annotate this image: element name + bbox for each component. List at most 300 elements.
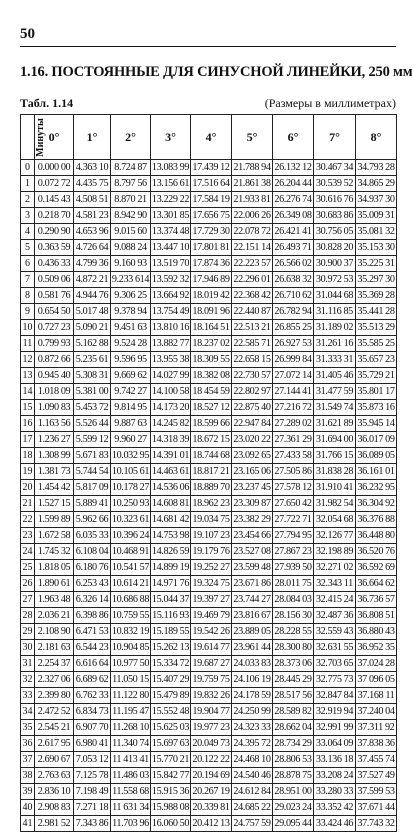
value-cell: 6.980 41	[74, 736, 111, 752]
value-cell: 15.044 37	[151, 592, 191, 608]
value-cell: 37.838 36	[356, 736, 397, 752]
value-cell: 21.861 38	[232, 176, 273, 192]
page-number: 50	[20, 26, 35, 42]
value-cell: 22.947 84	[232, 416, 273, 432]
value-cell: 14.826 59	[151, 544, 191, 560]
value-cell: 32.054 68	[314, 512, 356, 528]
table-row	[21, 256, 397, 272]
value-cell: 31.838 28	[314, 464, 356, 480]
value-cell: 37.311 92	[356, 720, 397, 736]
value-cell: 23.961 44	[232, 640, 273, 656]
value-cell: 32.847 84	[314, 688, 356, 704]
value-cell: 24.323 33	[232, 720, 273, 736]
value-cell: 4.653 96	[74, 224, 111, 240]
table-row	[21, 272, 397, 288]
value-cell: 23.599 48	[232, 560, 273, 576]
value-cell: 30.539 52	[314, 176, 356, 192]
value-cell: 36.017 09	[356, 432, 397, 448]
minutes-cell: 10	[21, 320, 35, 336]
value-cell: 1.745 32	[35, 544, 74, 560]
minutes-cell: 18	[21, 448, 35, 464]
value-cell: 5.381 00	[74, 384, 111, 400]
minutes-cell: 27	[21, 592, 35, 608]
value-cell: 5.235 61	[74, 352, 111, 368]
value-cell: 6.035 33	[74, 528, 111, 544]
value-cell: 32.415 24	[314, 592, 356, 608]
value-cell: 18.091 96	[191, 304, 232, 320]
value-cell: 0.509 06	[35, 272, 74, 288]
value-cell: 5.090 21	[74, 320, 111, 336]
value-cell: 6.834 73	[74, 704, 111, 720]
value-cell: 15.552 48	[151, 704, 191, 720]
value-cell: 9.887 63	[111, 416, 151, 432]
value-cell: 22.006 26	[232, 208, 273, 224]
value-cell: 24.178 59	[232, 688, 273, 704]
value-cell: 7.343 86	[74, 816, 111, 832]
value-cell: 0.218 70	[35, 208, 74, 224]
value-cell: 18.382 08	[191, 368, 232, 384]
value-cell: 13.519 70	[151, 256, 191, 272]
value-cell: 23.382 29	[232, 512, 273, 528]
value-cell: 2.327 06	[35, 672, 74, 688]
value-cell: 10.686 88	[111, 592, 151, 608]
value-cell: 30.828 20	[314, 240, 356, 256]
value-cell: 11.195 47	[111, 704, 151, 720]
value-cell: 4.872 21	[74, 272, 111, 288]
value-cell: 26.204 44	[273, 176, 314, 192]
value-cell: 26.855 25	[273, 320, 314, 336]
value-cell: 19.252 27	[191, 560, 232, 576]
value-cell: 0.799 93	[35, 336, 74, 352]
value-cell: 11 413 41	[111, 752, 151, 768]
value-cell: 0.000 00	[35, 160, 74, 176]
column-header-minutes	[21, 115, 46, 160]
value-cell: 20.122 22	[191, 752, 232, 768]
table-row	[21, 512, 397, 528]
minutes-cell: 41	[21, 816, 35, 832]
value-cell: 28.300 80	[273, 640, 314, 656]
value-cell: 36.952 35	[356, 640, 397, 656]
value-cell: 11.122 80	[111, 688, 151, 704]
value-cell: 33.064 09	[314, 736, 356, 752]
value-cell: 13.592 32	[151, 272, 191, 288]
value-cell: 13.664 92	[151, 288, 191, 304]
table-row	[21, 192, 397, 208]
value-cell: 1.090 83	[35, 400, 74, 416]
value-cell: 2.763 63	[35, 768, 74, 784]
value-cell: 17.516 64	[191, 176, 232, 192]
value-cell: 22.513 21	[232, 320, 273, 336]
value-cell: 15.842 77	[151, 768, 191, 784]
value-cell: 18.527 12	[191, 400, 232, 416]
value-cell: 6.616 64	[74, 656, 111, 672]
value-cell: 2.181 63	[35, 640, 74, 656]
value-cell: 13.374 48	[151, 224, 191, 240]
value-cell: 22.802 97	[232, 384, 273, 400]
value-cell: 10.250 93	[111, 496, 151, 512]
value-cell: 22.151 14	[232, 240, 273, 256]
value-cell: 2.908 83	[35, 800, 74, 816]
value-cell: 5.308 31	[74, 368, 111, 384]
value-cell: 19.759 75	[191, 672, 232, 688]
value-cell: 35.801 17	[356, 384, 397, 400]
table-row	[21, 736, 397, 752]
value-cell: 14.173 20	[151, 400, 191, 416]
value-cell: 22.223 57	[232, 256, 273, 272]
value-cell: 5.526 44	[74, 416, 111, 432]
table-row	[21, 464, 397, 480]
value-cell: 16.060 50	[151, 816, 191, 832]
value-cell: 4.363 10	[74, 160, 111, 176]
table-row	[21, 672, 397, 688]
table-row	[21, 816, 397, 832]
value-cell: 37.024 28	[356, 656, 397, 672]
table-header-row	[21, 115, 397, 160]
minutes-cell: 24	[21, 544, 35, 560]
value-cell: 27.578 12	[273, 480, 314, 496]
value-cell: 28.011 75	[273, 576, 314, 592]
value-cell: 6.762 33	[74, 688, 111, 704]
value-cell: 21.788 94	[232, 160, 273, 176]
value-cell: 5.671 83	[74, 448, 111, 464]
value-cell: 6.689 62	[74, 672, 111, 688]
value-cell: 31.261 16	[314, 336, 356, 352]
value-cell: 9.451 63	[111, 320, 151, 336]
table-row	[21, 784, 397, 800]
column-header-degrees: 3°	[151, 115, 191, 160]
value-cell: 21.933 81	[232, 192, 273, 208]
value-cell: 2.690 67	[35, 752, 74, 768]
value-cell: 15.262 13	[151, 640, 191, 656]
value-cell: 35.369 28	[356, 288, 397, 304]
value-cell: 14.899 19	[151, 560, 191, 576]
value-cell: 9.742 27	[111, 384, 151, 400]
minutes-cell: 40	[21, 800, 35, 816]
value-cell: 15.988 08	[151, 800, 191, 816]
value-cell: 11.340 74	[111, 736, 151, 752]
value-cell: 31.477 59	[314, 384, 356, 400]
value-cell: 1.672 58	[35, 528, 74, 544]
value-cell: 35.441 28	[356, 304, 397, 320]
value-cell: 36.736 57	[356, 592, 397, 608]
value-cell: 35.945 14	[356, 416, 397, 432]
value-cell: 36.232 95	[356, 480, 397, 496]
value-cell: 37.455 74	[356, 752, 397, 768]
value-cell: 14.608 81	[151, 496, 191, 512]
value-cell: 26.349 08	[273, 208, 314, 224]
value-cell: 28.589 82	[273, 704, 314, 720]
value-cell: 1.527 15	[35, 496, 74, 512]
value-cell: 22.440 87	[232, 304, 273, 320]
value-cell: 37.168 11	[356, 688, 397, 704]
table-row	[21, 320, 397, 336]
minutes-cell: 9	[21, 304, 35, 320]
value-cell: 10.178 27	[111, 480, 151, 496]
value-cell: 36.520 76	[356, 544, 397, 560]
value-cell: 18.164 51	[191, 320, 232, 336]
value-cell: 22.368 42	[232, 288, 273, 304]
value-cell: 0.654 50	[35, 304, 74, 320]
value-cell: 34.937 30	[356, 192, 397, 208]
value-cell: 27.144 41	[273, 384, 314, 400]
value-cell: 5.162 88	[74, 336, 111, 352]
value-cell: 19.034 75	[191, 512, 232, 528]
value-cell: 26.276 74	[273, 192, 314, 208]
table-row	[21, 576, 397, 592]
table-row	[21, 400, 397, 416]
value-cell: 23.092 65	[232, 448, 273, 464]
value-cell: 1.236 27	[35, 432, 74, 448]
value-cell: 13.301 85	[151, 208, 191, 224]
value-cell: 31.621 89	[314, 416, 356, 432]
value-cell: 35.225 31	[356, 256, 397, 272]
value-cell: 28.373 06	[273, 656, 314, 672]
table-row	[21, 560, 397, 576]
value-cell: 6.471 53	[74, 624, 111, 640]
value-cell: 14.463 61	[151, 464, 191, 480]
sine-bar-table	[20, 114, 397, 832]
value-cell: 18 454 59	[191, 384, 232, 400]
header-rule	[20, 46, 396, 47]
value-cell: 18.019 42	[191, 288, 232, 304]
value-cell: 19.977 23	[191, 720, 232, 736]
value-cell: 31.910 41	[314, 480, 356, 496]
value-cell: 6.108 04	[74, 544, 111, 560]
section-title: 1.16. ПОСТОЯННЫЕ ДЛЯ СИНУСНОЙ ЛИНЕЙКИ, 250 мм	[20, 64, 412, 80]
value-cell: 1.599 89	[35, 512, 74, 528]
value-cell: 22.078 72	[232, 224, 273, 240]
value-cell: 30.683 86	[314, 208, 356, 224]
minutes-cell: 3	[21, 208, 35, 224]
table-row	[21, 480, 397, 496]
table-row	[21, 352, 397, 368]
value-cell: 9.378 94	[111, 304, 151, 320]
value-cell: 23.744 27	[232, 592, 273, 608]
minutes-cell: 12	[21, 352, 35, 368]
value-cell: 7.198 49	[74, 784, 111, 800]
value-cell: 24.395 72	[232, 736, 273, 752]
value-cell: 26.638 32	[273, 272, 314, 288]
value-cell: 10.323 61	[111, 512, 151, 528]
minutes-cell: 29	[21, 624, 35, 640]
value-cell: 9.814 95	[111, 400, 151, 416]
value-cell: 9.669 62	[111, 368, 151, 384]
value-cell: 19.469 79	[191, 608, 232, 624]
value-cell: 19.904 77	[191, 704, 232, 720]
value-cell: 13.955 38	[151, 352, 191, 368]
value-cell: 32.271 02	[314, 560, 356, 576]
value-cell: 7.271 18	[74, 800, 111, 816]
value-cell: 2.036 21	[35, 608, 74, 624]
minutes-cell: 14	[21, 384, 35, 400]
column-header-degrees: 2°	[111, 115, 151, 160]
value-cell: 9.015 60	[111, 224, 151, 240]
value-cell: 31.333 31	[314, 352, 356, 368]
value-cell: 1.963 48	[35, 592, 74, 608]
value-cell: 37.240 04	[356, 704, 397, 720]
minutes-cell: 4	[21, 224, 35, 240]
table-row	[21, 176, 397, 192]
value-cell: 0.945 40	[35, 368, 74, 384]
value-cell: 13.754 49	[151, 304, 191, 320]
value-cell: 18.237 02	[191, 336, 232, 352]
value-cell: 15.407 29	[151, 672, 191, 688]
table-row	[21, 160, 397, 176]
value-cell: 15.189 55	[151, 624, 191, 640]
value-cell: 8.870 21	[111, 192, 151, 208]
value-cell: 14.391 01	[151, 448, 191, 464]
minutes-cell: 38	[21, 768, 35, 784]
value-cell: 27.505 86	[273, 464, 314, 480]
value-cell: 35.009 31	[356, 208, 397, 224]
table-row	[21, 768, 397, 784]
value-cell: 10.396 24	[111, 528, 151, 544]
value-cell: 37 096 05	[356, 672, 397, 688]
value-cell: 31.044 68	[314, 288, 356, 304]
value-cell: 30.467 34	[314, 160, 356, 176]
value-cell: 33.280 33	[314, 784, 356, 800]
minutes-cell: 36	[21, 736, 35, 752]
value-cell: 20.267 19	[191, 784, 232, 800]
minutes-cell: 20	[21, 480, 35, 496]
value-cell: 18.962 23	[191, 496, 232, 512]
value-cell: 18.744 68	[191, 448, 232, 464]
table-row	[21, 528, 397, 544]
value-cell: 13.229 22	[151, 192, 191, 208]
value-cell: 26.421 41	[273, 224, 314, 240]
table-row	[21, 752, 397, 768]
column-header-degrees: 4°	[191, 115, 232, 160]
value-cell: 2.399 80	[35, 688, 74, 704]
value-cell: 35.081 32	[356, 224, 397, 240]
value-cell: 27.794 95	[273, 528, 314, 544]
table-row	[21, 624, 397, 640]
value-cell: 24.540 46	[232, 768, 273, 784]
value-cell: 27.433 58	[273, 448, 314, 464]
value-cell: 15.479 89	[151, 688, 191, 704]
value-cell: 33.136 18	[314, 752, 356, 768]
value-cell: 2.981 52	[35, 816, 74, 832]
value-cell: 22.658 15	[232, 352, 273, 368]
value-cell: 11.558 68	[111, 784, 151, 800]
value-cell: 23.454 66	[232, 528, 273, 544]
value-cell: 17.801 81	[191, 240, 232, 256]
value-cell: 24.250 99	[232, 704, 273, 720]
minutes-cell: 0	[21, 160, 35, 176]
value-cell: 7.053 12	[74, 752, 111, 768]
value-cell: 27.072 14	[273, 368, 314, 384]
minutes-cell: 32	[21, 672, 35, 688]
value-cell: 15.697 63	[151, 736, 191, 752]
value-cell: 13.447 10	[151, 240, 191, 256]
value-cell: 23.309 87	[232, 496, 273, 512]
value-cell: 9.960 27	[111, 432, 151, 448]
minutes-cell: 37	[21, 752, 35, 768]
value-cell: 6.253 43	[74, 576, 111, 592]
value-cell: 17.656 75	[191, 208, 232, 224]
value-cell: 11.050 15	[111, 672, 151, 688]
value-cell: 1.381 73	[35, 464, 74, 480]
table-row	[21, 656, 397, 672]
value-cell: 28.084 03	[273, 592, 314, 608]
value-cell: 11 631 34	[111, 800, 151, 816]
value-cell: 19.179 76	[191, 544, 232, 560]
value-cell: 31.694 00	[314, 432, 356, 448]
value-cell: 10.614 21	[111, 576, 151, 592]
minutes-cell: 7	[21, 272, 35, 288]
table-row	[21, 704, 397, 720]
value-cell: 28.517 56	[273, 688, 314, 704]
value-cell: 4.581 23	[74, 208, 111, 224]
value-cell: 5.599 12	[74, 432, 111, 448]
value-cell: 22.296 01	[232, 272, 273, 288]
column-header-minutes-label: Минуты	[34, 117, 46, 157]
value-cell: 14.245 82	[151, 416, 191, 432]
value-cell: 28.878 75	[273, 768, 314, 784]
value-cell: 24.757 59	[232, 816, 273, 832]
value-cell: 19.832 26	[191, 688, 232, 704]
value-cell: 20.339 81	[191, 800, 232, 816]
value-cell: 35.729 21	[356, 368, 397, 384]
value-cell: 5.744 54	[74, 464, 111, 480]
value-cell: 19.324 75	[191, 576, 232, 592]
value-cell: 32.487 36	[314, 608, 356, 624]
value-cell: 35.297 30	[356, 272, 397, 288]
value-cell: 37.671 44	[356, 800, 397, 816]
value-cell: 36.376 88	[356, 512, 397, 528]
value-cell: 15.915 36	[151, 784, 191, 800]
value-cell: 27.361 29	[273, 432, 314, 448]
value-cell: 9.233 614	[111, 272, 151, 288]
value-cell: 15.116 93	[151, 608, 191, 624]
value-cell: 31.766 15	[314, 448, 356, 464]
value-cell: 6.544 23	[74, 640, 111, 656]
value-cell: 30.900 37	[314, 256, 356, 272]
value-cell: 9.160 93	[111, 256, 151, 272]
minutes-cell: 22	[21, 512, 35, 528]
value-cell: 24.612 84	[232, 784, 273, 800]
value-cell: 26.566 02	[273, 256, 314, 272]
value-cell: 0.072 72	[35, 176, 74, 192]
minutes-cell: 26	[21, 576, 35, 592]
value-cell: 0.363 59	[35, 240, 74, 256]
value-cell: 26.782 94	[273, 304, 314, 320]
table-row	[21, 448, 397, 464]
value-cell: 24.106 19	[232, 672, 273, 688]
value-cell: 36.592 69	[356, 560, 397, 576]
value-cell: 14.027 99	[151, 368, 191, 384]
value-cell: 32.126 77	[314, 528, 356, 544]
value-cell: 33.208 24	[314, 768, 356, 784]
value-cell: 2.108 90	[35, 624, 74, 640]
value-cell: 36.304 92	[356, 496, 397, 512]
minutes-cell: 33	[21, 688, 35, 704]
minutes-cell: 2	[21, 192, 35, 208]
table-row	[21, 800, 397, 816]
minutes-cell: 17	[21, 432, 35, 448]
column-header-degrees: 8°	[356, 115, 397, 160]
value-cell: 23.671 86	[232, 576, 273, 592]
value-cell: 6.907 70	[74, 720, 111, 736]
value-cell: 13.156 61	[151, 176, 191, 192]
value-cell: 9.306 25	[111, 288, 151, 304]
value-cell: 11.486 03	[111, 768, 151, 784]
table-row	[21, 432, 397, 448]
table-row	[21, 224, 397, 240]
value-cell: 8.797 56	[111, 176, 151, 192]
minutes-cell: 5	[21, 240, 35, 256]
value-cell: 24.033 83	[232, 656, 273, 672]
